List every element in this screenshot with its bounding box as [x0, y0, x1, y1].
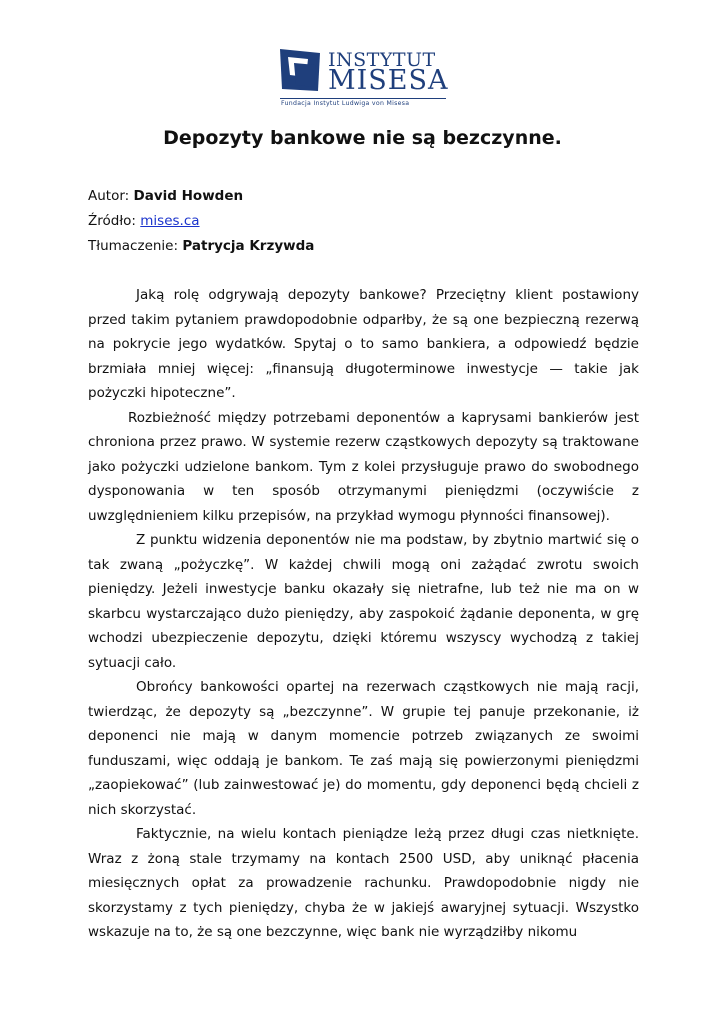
- logo-mark-icon: [278, 47, 322, 93]
- paragraph: Jaką rolę odgrywają depozyty bankowe? Przeciętny klient postawiony przed takim pytaniem prawdopodobnie odparłby, że są one bezpieczną rezerwą na pokrycie jego wydatków. Spytaj o to samo bankiera, a odpowiedź będzie brzmiała mniej więcej: „finansują długoterminowe inwestycje — takie jak pożyczki hipoteczne”.: [88, 287, 639, 401]
- article-title: Depozyty bankowe nie są bezczynne.: [163, 127, 562, 149]
- paragraph: Z punktu widzenia deponentów nie ma podstaw, by zbytnio martwić się o tak zwaną „pożyczkę”. W każdej chwili mogą oni zażądać zwrotu swoich pieniędzy. Jeżeli inwestycje banku okazały się nietrafne, lub też nie ma on w skarbcu wystarczająco dużo pieniędzy, aby zaspokoić żądanie deponenta, w grę wchodzi ubezpieczenie depozytu, dzięki któremu wszyscy wychodzą z takiej sytuacji cało.: [88, 532, 639, 671]
- source-label: Źródło:: [88, 213, 136, 229]
- author-name: David Howden: [133, 188, 244, 204]
- author-label: Autor:: [88, 188, 130, 204]
- translator-line: [88, 237, 314, 255]
- article-body: [88, 283, 639, 945]
- paragraph: Rozbieżność między potrzebami deponentów a kaprysami bankierów jest chroniona przez prawo. W systemie rezerw cząstkowych depozyty są traktowane jako pożyczki udzielone bankom. Tym z kolei przysługuje prawo do swobodnego dysponowania w ten sposób otrzymanymi pieniędzmi (oczywiście z uwzględnieniem kilku przepisów, na przykład wymogu płynności finansowej).: [88, 409, 639, 524]
- source-line: [88, 212, 200, 230]
- translator-label: Tłumaczenie:: [88, 238, 179, 254]
- logo-rule: [280, 98, 446, 99]
- instytut-misesa-logo: [278, 45, 448, 109]
- paragraph: Obrońcy bankowości opartej na rezerwach cząstkowych nie mają racji, twierdząc, że depozyty są „bezczynne”. W grupie tej panuje przekonanie, iż deponenci nie mają w danym momencie potrzeb związanych ze swoimi funduszami, więc oddają je bankom. Te zaś mają się powierzonymi pieniędzmi „zaopiekować” (lub zainwestować je) do momentu, gdy deponenci będą chcieli z nich skorzystać.: [88, 679, 639, 818]
- source-link[interactable]: mises.ca: [140, 213, 200, 229]
- author-line: [88, 187, 243, 205]
- translator-name: Patrycja Krzywda: [182, 238, 315, 254]
- logo-word-misesa: MISESA: [328, 65, 449, 96]
- paragraph: Faktycznie, na wielu kontach pieniądze leżą przez długi czas nietknięte. Wraz z żoną stale trzymamy na kontach 2500 USD, aby uniknąć płacenia miesięcznych opłat za prowadzenie rachunku. Prawdopodobnie nigdy nie skorzystamy z tych pieniędzy, chyba że w jakiejś awaryjnej sytuacji. Wszystko wskazuje na to, że są one bezczynne, więc bank nie wyrządziłby nikomu: [88, 826, 639, 940]
- logo-tagline: Fundacja Instytut Ludwiga von Misesa: [281, 100, 410, 107]
- logo-word-instytut: INSTYTUT: [328, 49, 436, 71]
